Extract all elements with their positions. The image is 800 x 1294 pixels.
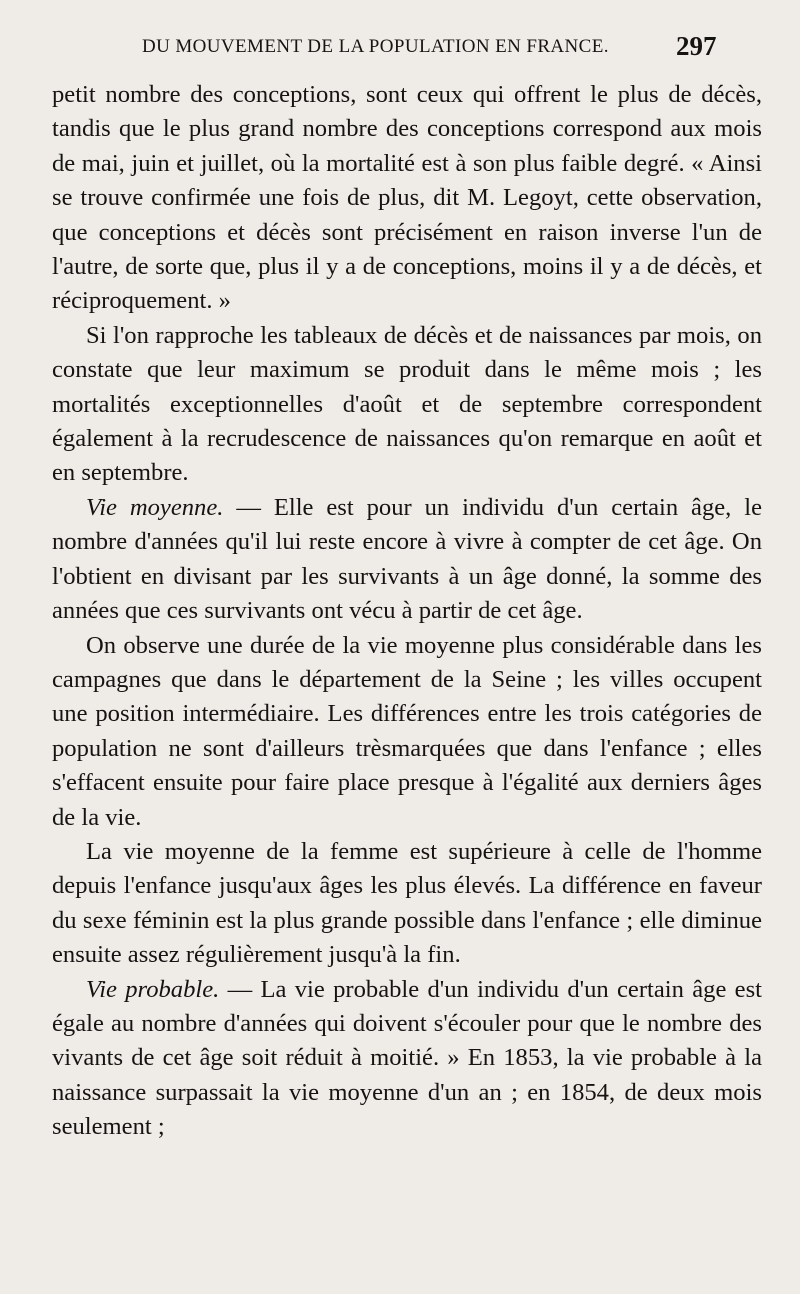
paragraph-2-text: Si l'on rapproche les tableaux de décès et de naissances par mois, on constate que leur maximum se produit dans le même mois ; les mortalités exceptionnelles d'août et de septembre correspondent également à la recrudescence de naissances qu'on remarque en août et en septembre. <box>52 321 762 487</box>
paragraph-vie-moyenne-text: — Elle est pour un individu d'un certain âge, le nombre d'années qu'il lui reste encore à vivre à compter de cet âge. On l'obtient en divisant par les survivants à un âge donné, la somme des années que ces survivants ont vécu à partir de cet âge. <box>52 493 762 625</box>
page-number: 297 <box>676 31 717 61</box>
running-title: DU MOUVEMENT DE LA POPULATION EN FRANCE. <box>142 36 609 57</box>
paragraph-2 <box>52 319 762 491</box>
paragraph-vie-probable-text: — La vie probable d'un individu d'un certain âge est égale au nombre d'années qui doivent s'écouler pour que le nombre des vivants de cet âge soit réduit à moitié. » En 1853, la vie probable à la naissance surpassait la vie moyenne d'un an ; en 1854, de deux mois seulement ; <box>52 975 762 1141</box>
paragraph-5 <box>52 835 762 973</box>
term-vie-moyenne: Vie moyenne. <box>86 493 224 521</box>
paragraph-4-text: On observe une durée de la vie moyenne plus considérable dans les campagnes que dans le département de la Seine ; les villes occupent une position intermédiaire. Les différences entre les trois catégories de population ne sont d'ailleurs trèsmarquées que dans l'enfance ; elles s'effacent ensuite pour faire place presque à l'égalité aux derniers âges de la vie. <box>52 631 762 831</box>
term-vie-probable: Vie probable. <box>86 975 220 1003</box>
paragraph-vie-moyenne <box>52 491 762 629</box>
page-header <box>0 31 800 66</box>
paragraph-5-text: La vie moyenne de la femme est supérieure à celle de l'homme depuis l'enfance jusqu'aux âges les plus élevés. La différence en faveur du sexe féminin est la plus grande possible dans l'enfance ; elle diminue ensuite assez régulièrement jusqu'à la fin. <box>52 837 762 969</box>
paragraph-4 <box>52 629 762 835</box>
paragraph-vie-probable <box>52 973 762 1145</box>
paragraph-1-text: petit nombre des conceptions, sont ceux qui offrent le plus de décès, tandis que le plus grand nombre des conceptions correspond aux mois de mai, juin et juillet, où la mortalité est à son plus faible degré. « Ainsi se trouve confirmée une fois de plus, dit M. Legoyt, cette observation, que conceptions et décès sont précisément en raison inverse l'un de l'autre, de sorte que, plus il y a de conceptions, moins il y a de décès, et réciproquement. » <box>52 81 762 315</box>
body-text <box>52 78 762 1145</box>
paragraph-1 <box>52 78 762 319</box>
